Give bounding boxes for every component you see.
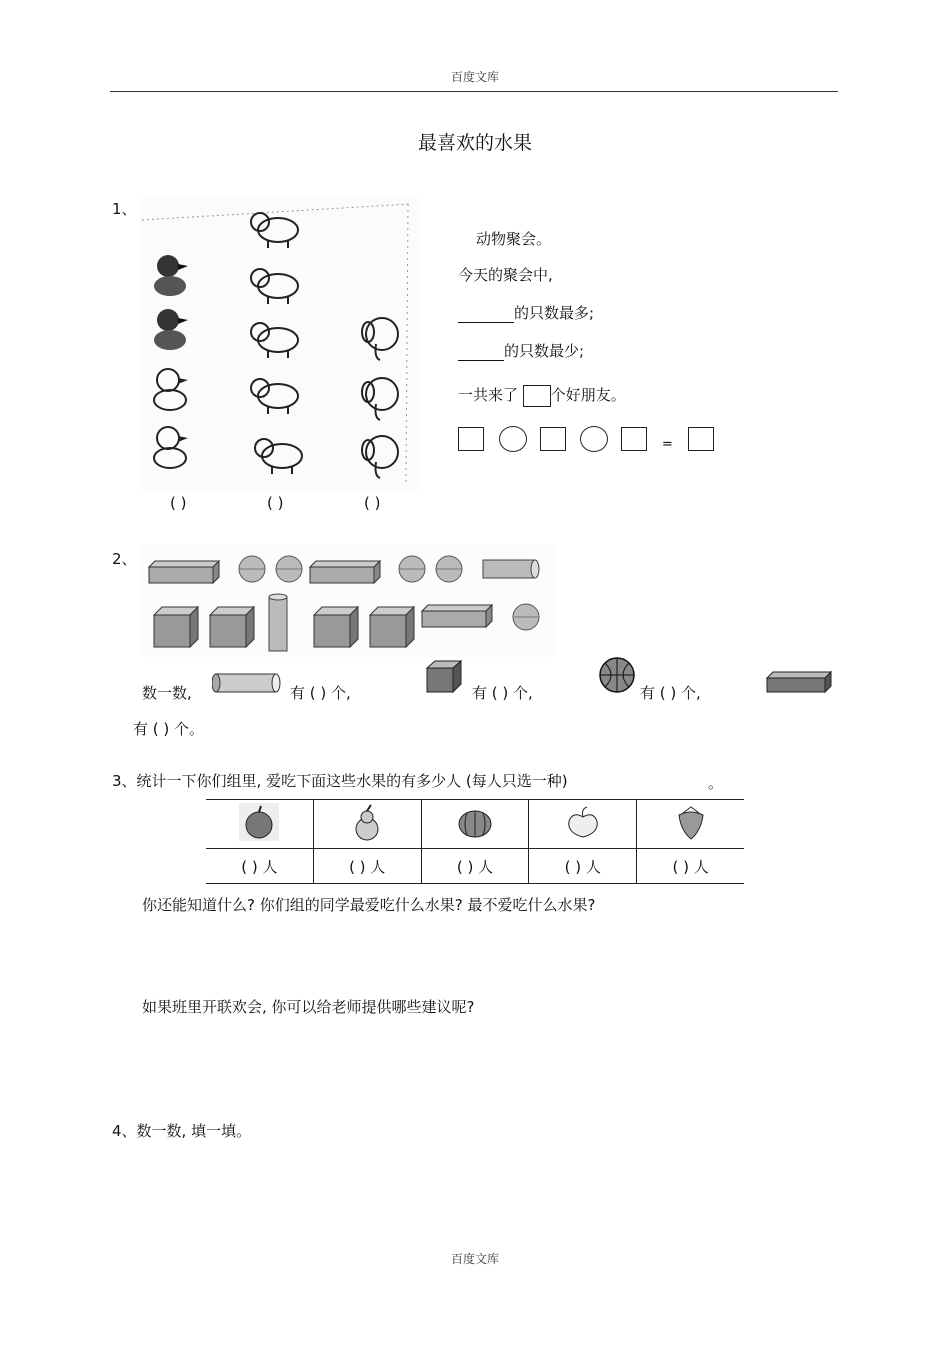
peach-icon bbox=[563, 803, 603, 841]
shapes-picture bbox=[140, 545, 556, 657]
equation-row bbox=[458, 426, 714, 452]
cube-icon bbox=[314, 607, 358, 647]
fruit-table bbox=[206, 799, 744, 884]
q2-count-prefix: 数一数, bbox=[142, 684, 192, 702]
cuboid-icon bbox=[765, 670, 835, 696]
fruit-count-cell[interactable]: ( ) 人 bbox=[529, 849, 637, 884]
sheep-count: ( ) bbox=[267, 494, 284, 512]
header-divider bbox=[110, 91, 838, 92]
answer-box[interactable] bbox=[523, 385, 551, 407]
operator-circle[interactable] bbox=[499, 426, 527, 452]
q1-number: 1、 bbox=[112, 200, 137, 218]
cube-icon bbox=[370, 607, 414, 647]
ball-icon bbox=[513, 604, 539, 630]
page-title: 最喜欢的水果 bbox=[417, 132, 532, 154]
q1-line3: 的只数最少; bbox=[458, 340, 584, 361]
cylinder-icon bbox=[269, 594, 287, 651]
answer-blank[interactable] bbox=[458, 308, 514, 323]
fruit-count-cell[interactable]: ( ) 人 bbox=[313, 849, 421, 884]
cuboid-icon bbox=[310, 561, 380, 583]
strawberry-icon bbox=[671, 803, 711, 841]
q2-number: 2、 bbox=[112, 550, 137, 568]
apple-icon bbox=[239, 803, 279, 841]
watermelon-icon bbox=[455, 803, 495, 841]
cube-icon bbox=[154, 607, 198, 647]
ball-icon bbox=[239, 556, 265, 582]
q3-question1: 你还能知道什么? 你们组的同学最爱吃什么水果? 最不爱吃什么水果? bbox=[142, 896, 596, 914]
basketball-icon bbox=[598, 656, 636, 694]
cylinder-icon bbox=[212, 668, 282, 696]
fruit-count-cell[interactable]: ( ) 人 bbox=[421, 849, 529, 884]
cuboid-icon bbox=[422, 605, 492, 627]
operator-circle[interactable] bbox=[580, 426, 608, 452]
ball-icon bbox=[276, 556, 302, 582]
q1-heading: 动物聚会。 bbox=[476, 230, 552, 248]
elephant-count: ( ) bbox=[364, 494, 381, 512]
fruit-count-cell[interactable]: ( ) 人 bbox=[637, 849, 744, 884]
q2-cube-count: 有 ( ) 个, bbox=[472, 684, 533, 702]
fruit-cell bbox=[421, 800, 529, 849]
fruit-cell bbox=[313, 800, 421, 849]
q1-line1: 今天的聚会中, bbox=[458, 266, 553, 284]
q3-end-mark: 。 bbox=[708, 774, 724, 792]
equals-sign: = bbox=[661, 437, 673, 452]
fruit-cell bbox=[529, 800, 637, 849]
q1-line4: 一共来了 个好朋友。 bbox=[458, 384, 626, 407]
pear-icon bbox=[347, 803, 387, 841]
answer-box[interactable] bbox=[540, 427, 566, 451]
fruit-count-cell[interactable]: ( ) 人 bbox=[206, 849, 313, 884]
page-footer: 百度文库 bbox=[450, 1252, 499, 1266]
animal-picture bbox=[140, 198, 420, 490]
answer-box[interactable] bbox=[688, 427, 714, 451]
cuboid-icon bbox=[149, 561, 219, 583]
cube-icon bbox=[425, 658, 465, 694]
fruit-cell bbox=[637, 800, 744, 849]
cylinder-icon bbox=[483, 560, 539, 578]
q1-line2: 的只数最多; bbox=[458, 302, 594, 323]
q2-ball-count: 有 ( ) 个, bbox=[640, 684, 701, 702]
ball-icon bbox=[399, 556, 425, 582]
q3-question2: 如果班里开联欢会, 你可以给老师提供哪些建议呢? bbox=[142, 998, 475, 1016]
answer-blank[interactable] bbox=[458, 346, 504, 361]
q2-cylinder-count: 有 ( ) 个, bbox=[290, 684, 351, 702]
duck-count: ( ) bbox=[170, 494, 187, 512]
ball-icon bbox=[436, 556, 462, 582]
q2-cuboid-count: 有 ( ) 个。 bbox=[133, 720, 205, 738]
fruit-cell bbox=[206, 800, 313, 849]
page-header: 百度文库 bbox=[450, 70, 499, 84]
cube-icon bbox=[210, 607, 254, 647]
q3-text: 3、统计一下你们组里, 爱吃下面这些水果的有多少人 (每人只选一种) bbox=[112, 772, 568, 790]
answer-box[interactable] bbox=[458, 427, 484, 451]
q4-text: 4、数一数, 填一填。 bbox=[112, 1122, 252, 1140]
answer-box[interactable] bbox=[621, 427, 647, 451]
